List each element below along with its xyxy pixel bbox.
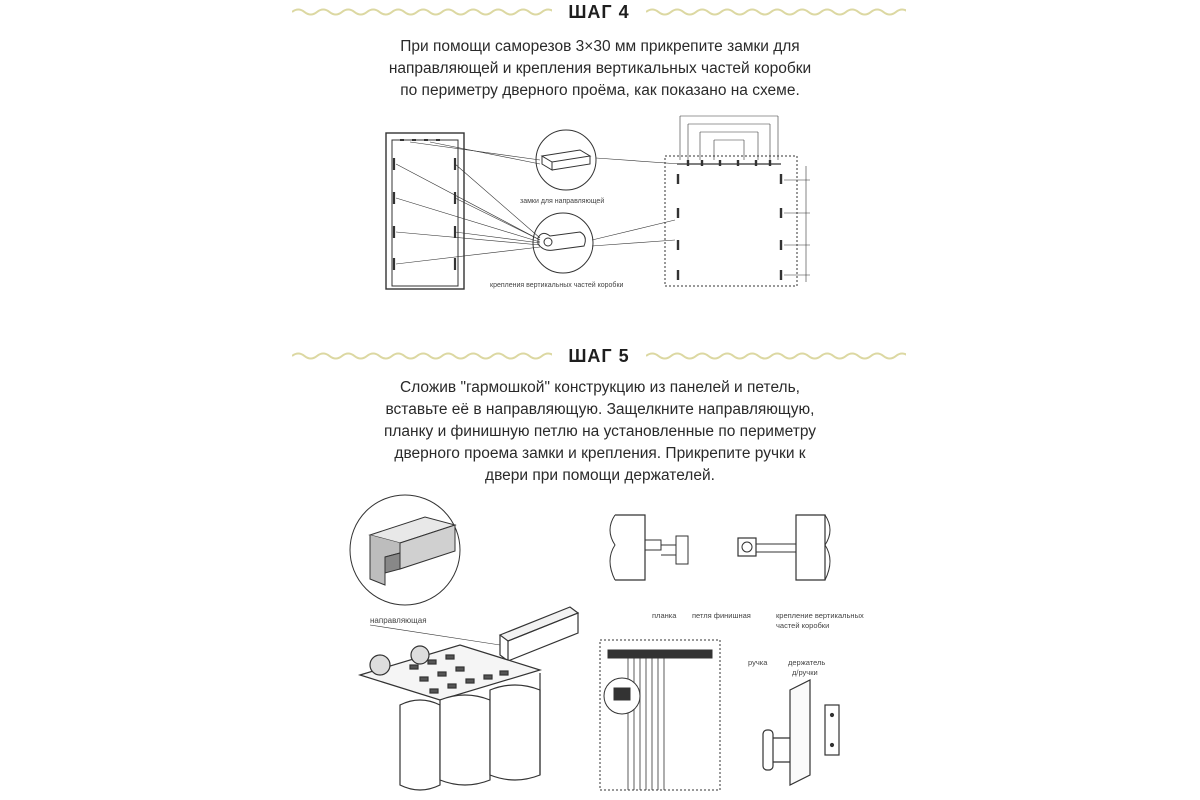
decorative-wave-left [292, 350, 552, 362]
guide-rail [500, 607, 578, 661]
guide-profile-circle [350, 495, 460, 605]
holder-label-line2: д/ручки [792, 668, 818, 677]
step5-text-line: вставьте её в направляющую. Защелкните направляющую, [385, 401, 815, 418]
handle-label: ручка [748, 658, 768, 667]
step5-text-line: двери при помощи держателей. [485, 467, 715, 484]
step4-text-line: При помощи саморезов 3×30 мм прикрепите замки для [400, 38, 800, 55]
step4-text-line: по периметру дверного проёма, как показано на схеме. [400, 82, 800, 99]
step5-text-line: планку и финишную петлю на установленные по периметру [383, 423, 817, 440]
accordion-assembly-diagram [340, 495, 600, 795]
finish-loop-detail [738, 515, 830, 580]
mount-detail-circle [533, 213, 593, 273]
folded-panels [360, 645, 540, 790]
doorway-scheme [665, 116, 810, 286]
step5-title: ШАГ 5 [568, 345, 630, 366]
mount-label-line2: частей коробки [776, 621, 830, 630]
step5-instructions [330, 377, 870, 487]
mount-label-line1: крепление вертикальных [776, 611, 864, 620]
plank-label: планка [652, 611, 677, 620]
holder-label-line1: держатель [788, 658, 826, 667]
decorative-wave-right [646, 350, 906, 362]
finish-loop-label: петля финишная [692, 611, 751, 620]
decorative-wave-left [292, 6, 552, 18]
step4-header [292, 0, 906, 24]
plank-detail [610, 515, 688, 580]
step4-text-line: направляющей и крепления вертикальных частей коробки [388, 60, 812, 77]
step5-header [292, 344, 906, 368]
mounting-details-diagram [600, 500, 870, 795]
lock-detail-circle [536, 130, 596, 190]
step4-diagram [370, 100, 840, 300]
installed-door-illustration [600, 640, 720, 790]
step4-title: ШАГ 4 [568, 1, 630, 22]
handle-detail [763, 680, 839, 785]
decorative-wave-right [646, 6, 906, 18]
step5-text-line: дверного проема замки и крепления. Прикрепите ручки к [394, 445, 806, 462]
mounts-label: крепления вертикальных частей коробки [490, 282, 624, 289]
door-frame-illustration [386, 133, 540, 289]
guide-label: направляющая [370, 616, 427, 625]
locks-label: замки для направляющей [520, 198, 605, 205]
step5-text-line: Сложив "гармошкой" конструкцию из панелей и петель, [400, 379, 800, 396]
step4-instructions [330, 36, 870, 102]
